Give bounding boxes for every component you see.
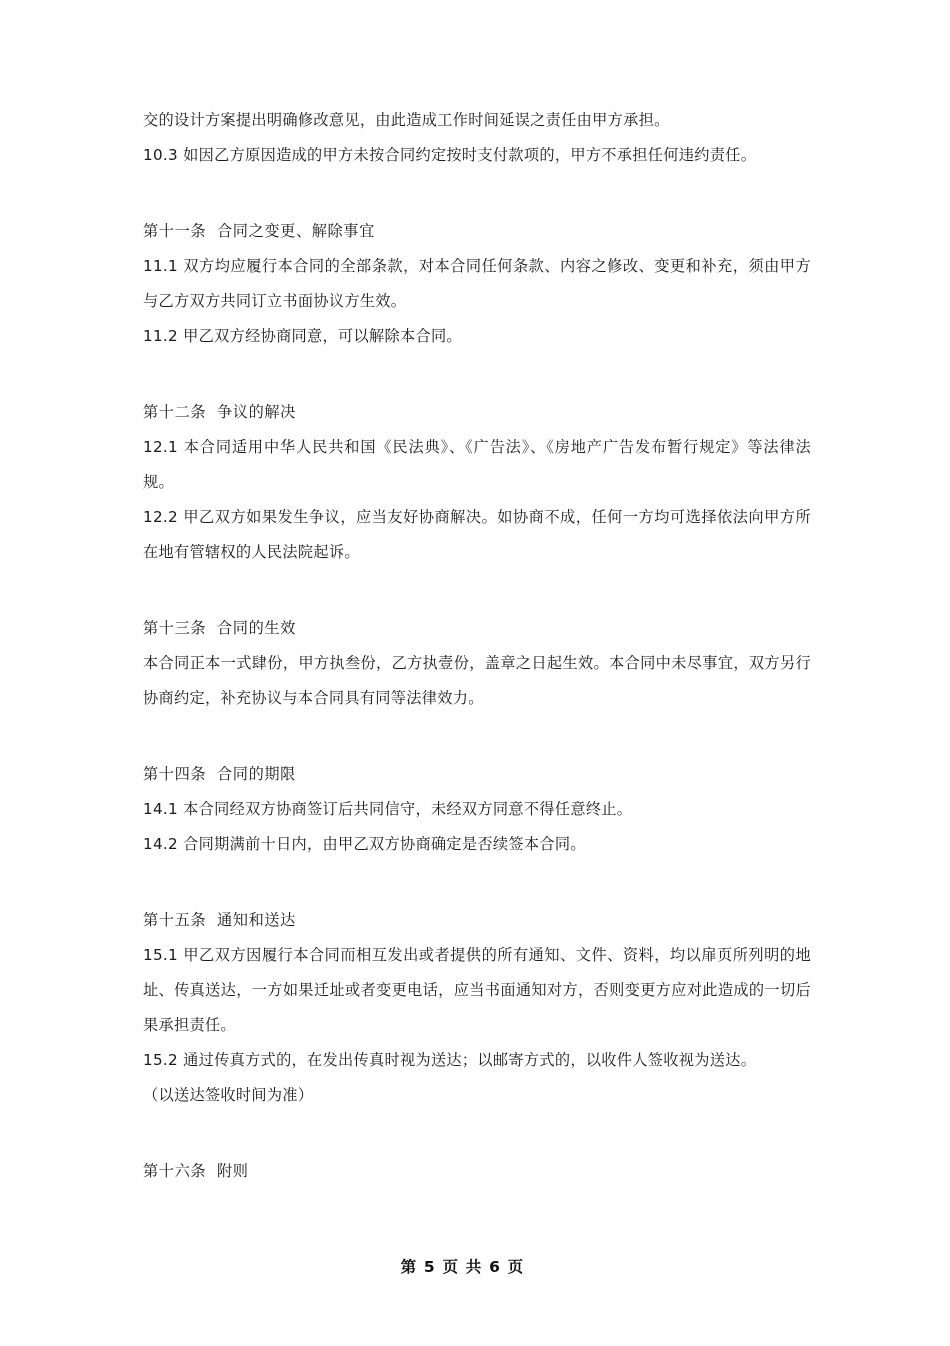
clause-12-2: 12.2 甲乙双方如果发生争议，应当友好协商解决。如协商不成，任何一方均可选择依法向甲方所在地有管辖权的人民法院起诉。 <box>143 508 811 561</box>
article-11-heading: 第十一条 合同之变更、解除事宜 <box>143 222 375 240</box>
article-12-heading: 第十二条 争议的解决 <box>143 403 296 421</box>
clause-12-1: 12.1 本合同适用中华人民共和国《民法典》、《广告法》、《房地产广告发布暂行规定》等法律法规。 <box>143 438 811 491</box>
clause-14-1: 14.1 本合同经双方协商签订后共同信守，未经双方同意不得任意终止。 <box>143 800 633 818</box>
article-13-heading: 第十三条 合同的生效 <box>143 619 296 637</box>
section-spacer <box>143 354 811 395</box>
document-text-column <box>143 103 811 1189</box>
clause-14-2: 14.2 合同期满前十日内，由甲乙双方协商确定是否续签本合同。 <box>143 835 586 853</box>
section-spacer <box>143 716 811 757</box>
section-spacer <box>143 862 811 903</box>
article-15-heading: 第十五条 通知和送达 <box>143 911 296 929</box>
article-14-heading: 第十四条 合同的期限 <box>143 765 296 783</box>
article-16-heading: 第十六条 附则 <box>143 1162 249 1180</box>
clause-13-body: 本合同正本一式肆份，甲方执叁份，乙方执壹份，盖章之日起生效。本合同中未尽事宜，双方另行协商约定，补充协议与本合同具有同等法律效力。 <box>143 654 811 707</box>
page-number-folio: 第 5 页 共 6 页 <box>400 1258 525 1276</box>
paragraph-continuation: 交的设计方案提出明确修改意见，由此造成工作时间延误之责任由甲方承担。 <box>143 111 670 129</box>
clause-11-1: 11.1 双方均应履行本合同的全部条款，对本合同任何条款、内容之修改、变更和补充，须由甲方与乙方双方共同订立书面协议方生效。 <box>143 257 811 310</box>
clause-10-3: 10.3 如因乙方原因造成的甲方未按合同约定按时支付款项的，甲方不承担任何违约责任。 <box>143 146 757 164</box>
clause-15-2: 15.2 通过传真方式的，在发出传真时视为送达；以邮寄方式的，以收件人签收视为送达。 <box>143 1051 757 1069</box>
clause-15-1: 15.1 甲乙双方因履行本合同而相互发出或者提供的所有通知、文件、资料，均以扉页所列明的地址、传真送达，一方如果迁址或者变更电话，应当书面通知对方，否则变更方应对此造成的一切后果承担责任。 <box>143 946 811 1034</box>
section-spacer <box>143 1113 811 1154</box>
section-spacer <box>143 570 811 611</box>
section-spacer <box>143 173 811 214</box>
page-footer <box>0 1255 950 1277</box>
clause-11-2: 11.2 甲乙双方经协商同意，可以解除本合同。 <box>143 327 462 345</box>
clause-15-2-note: （以送达签收时间为准） <box>143 1086 314 1104</box>
